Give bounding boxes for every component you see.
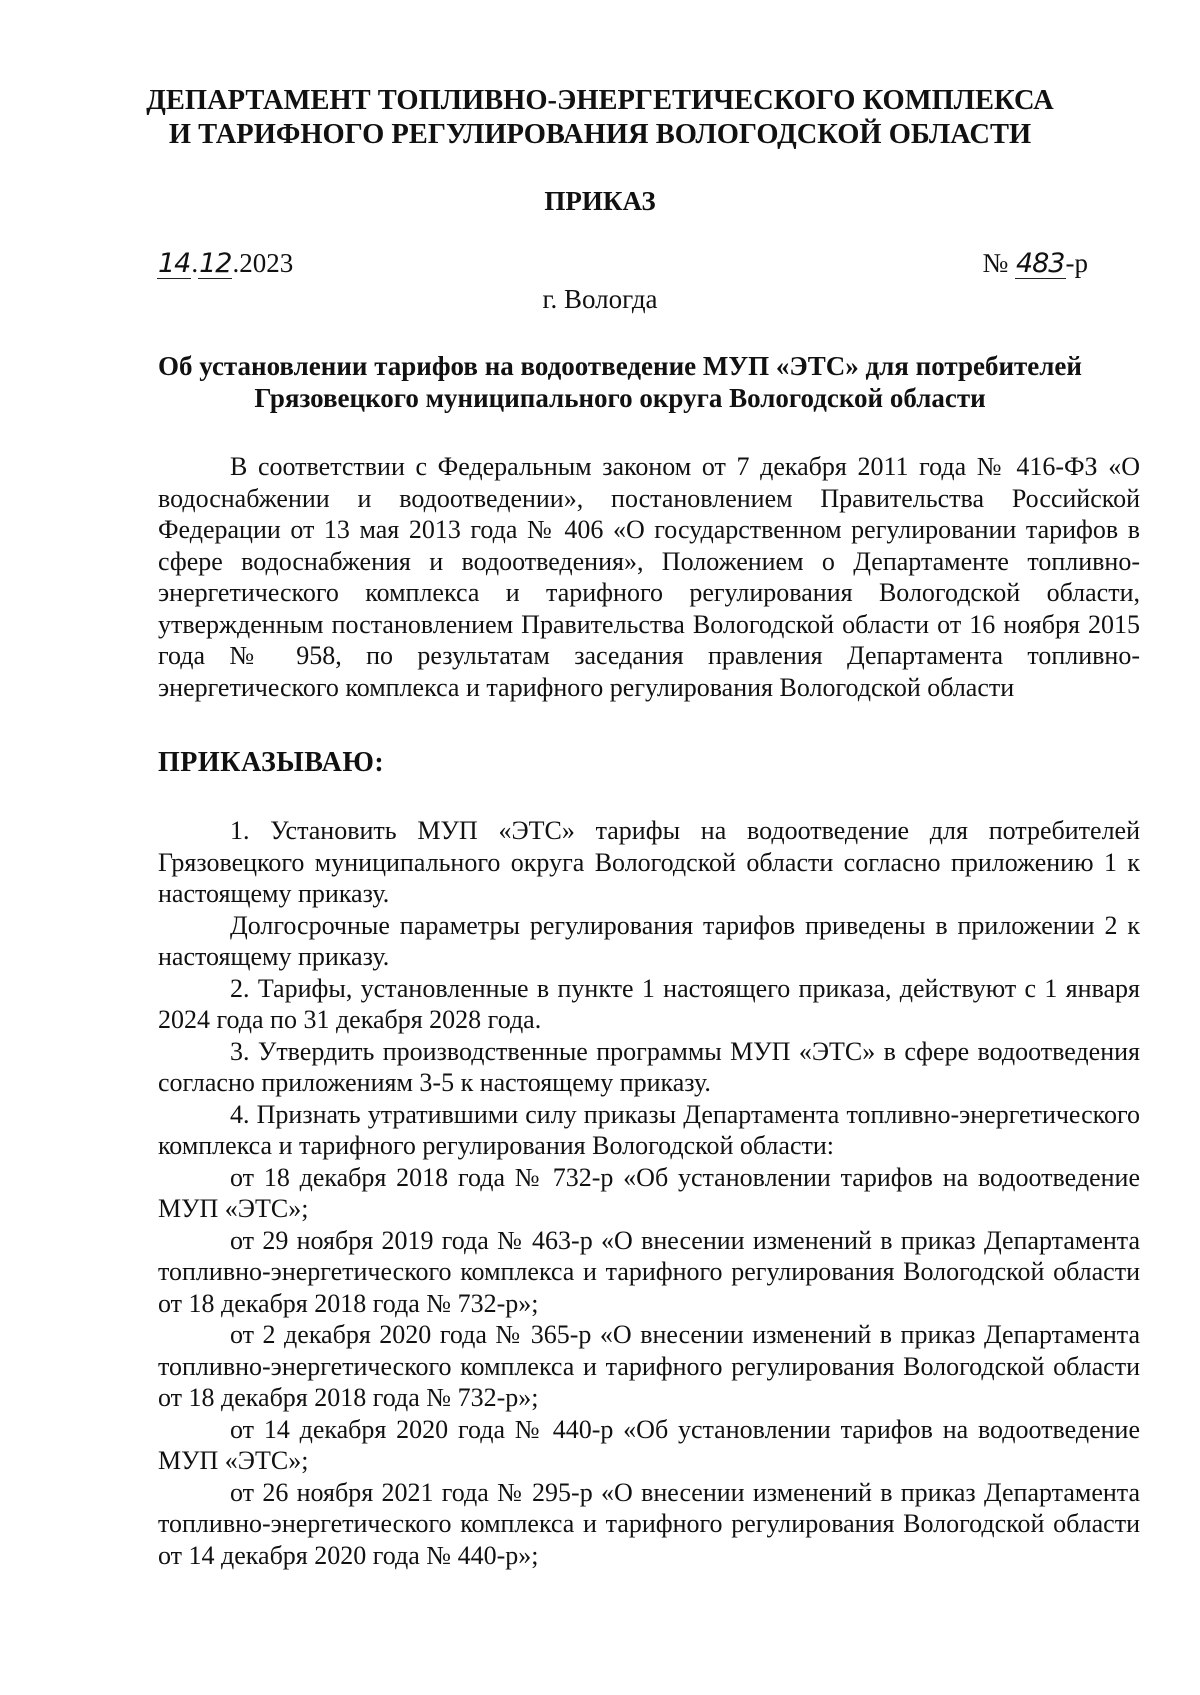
item-3-paragraph: 3. Утвердить производственные программы МУП «ЭТС» в сфере водоотведения согласно приложениям 3-5 к настоящему приказу.	[158, 1036, 1140, 1097]
department-name-line-2: И ТАРИФНОГО РЕГУЛИРОВАНИЯ ВОЛОГОДСКОЙ ОБЛАСТИ	[168, 119, 1032, 150]
item-4-paragraph: 4. Признать утратившими силу приказы Департамента топливно-энергетического комплекса и тарифного регулирования Вологодской области:	[158, 1099, 1140, 1160]
order-date	[157, 248, 293, 280]
preamble-paragraph: В соответствии с Федеральным законом от 7 декабря 2011 года № 416-ФЗ «О водоснабжении и водоотведении», постановлением Правительства Российской Федерации от 13 мая 2013 года № 406 «О государственном регулировании тарифов в сфере водоснабжения и водоотведения», Положением о Департаменте топливно-энергетического комплекса и тарифного регулирования Вологодской области, утвержденным постановлением Правительства Вологодской области от 16 ноября 2015 года № 958, по результатам заседания правления Департамента топливно-энергетического комплекса и тарифного регулирования Вологодской области	[158, 452, 1140, 702]
department-header	[100, 84, 1100, 152]
repealed-order-1: от 18 декабря 2018 года № 732-р «Об установлении тарифов на водоотведение МУП «ЭТС»;	[158, 1162, 1140, 1223]
date-separator: .	[191, 248, 199, 278]
number-prefix: №	[982, 248, 1015, 278]
preamble-block	[158, 451, 1140, 703]
subject-line-1: Об установлении тарифов на водоотведение МУП «ЭТС» для потребителей	[158, 351, 1082, 381]
order-title: ПРИКАЗ	[544, 186, 656, 216]
subject-line-2: Грязовецкого муниципального округа Вологодской области	[254, 383, 986, 413]
item-2-paragraph: 2. Тарифы, установленные в пункте 1 настоящего приказа, действуют с 1 января 2024 года по 31 декабря 2028 года.	[158, 973, 1140, 1034]
item-1-parameters-paragraph: Долгосрочные параметры регулирования тарифов приведены в приложении 2 к настоящему приказу.	[158, 910, 1140, 971]
command-heading: ПРИКАЗЫВАЮ:	[158, 747, 385, 778]
department-name-line-1: ДЕПАРТАМЕНТ ТОПЛИВНО-ЭНЕРГЕТИЧЕСКОГО КОМПЛЕКСА	[146, 85, 1054, 116]
handwritten-month: 12	[199, 248, 232, 279]
handwritten-day: 14	[158, 248, 191, 279]
repealed-order-3: от 2 декабря 2020 года № 365-р «О внесении изменений в приказ Департамента топливно-энергетического комплекса и тарифного регулирования Вологодской области от 18 декабря 2018 года № 732-р»;	[158, 1320, 1140, 1412]
number-suffix: -р	[1065, 248, 1088, 278]
order-items	[158, 815, 1140, 1571]
order-subject	[140, 350, 1100, 414]
city: г. Вологда	[542, 284, 658, 314]
handwritten-number: 483	[1015, 248, 1065, 279]
repealed-order-4: от 14 декабря 2020 года № 440-р «Об установлении тарифов на водоотведение МУП «ЭТС»;	[158, 1414, 1140, 1475]
item-1-paragraph: 1. Установить МУП «ЭТС» тарифы на водоотведение для потребителей Грязовецкого муниципального округа Вологодской области согласно приложению 1 к настоящему приказу.	[158, 816, 1140, 908]
date-year: .2023	[232, 248, 294, 278]
repealed-order-2: от 29 ноября 2019 года № 463-р «О внесении изменений в приказ Департамента топливно-энергетического комплекса и тарифного регулирования Вологодской области от 18 декабря 2018 года № 732-р»;	[158, 1225, 1140, 1318]
repealed-order-5: от 26 ноября 2021 года № 295-р «О внесении изменений в приказ Департамента топливно-энергетического комплекса и тарифного регулирования Вологодской области от 14 декабря 2020 года № 440-р»;	[158, 1477, 1140, 1570]
order-number	[982, 248, 1088, 280]
